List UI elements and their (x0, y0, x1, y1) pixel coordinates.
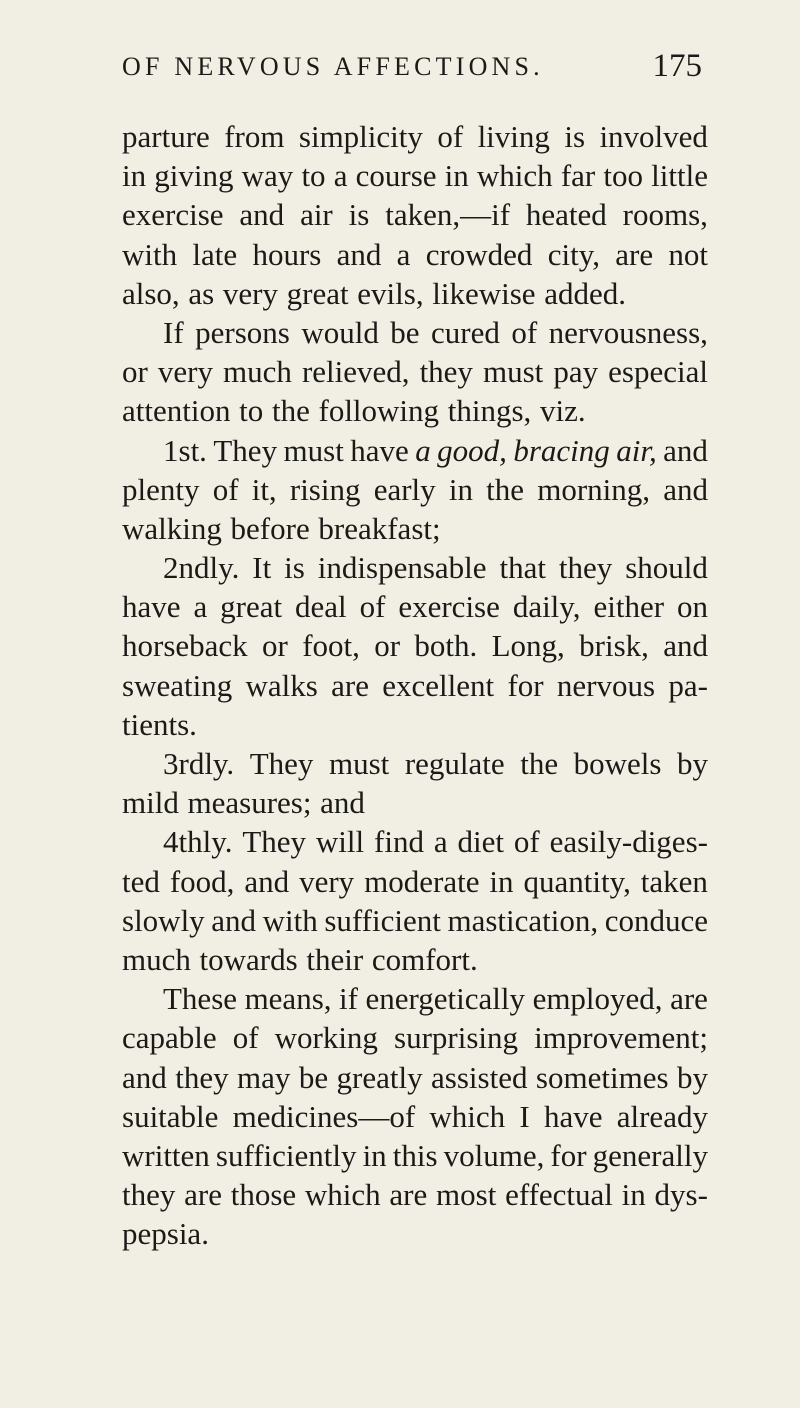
word: both. (414, 628, 478, 664)
word: a (193, 589, 208, 625)
word: and (244, 863, 290, 899)
word: daily, (512, 589, 581, 625)
word: the (271, 393, 310, 429)
word: indispensable (317, 550, 487, 586)
word: energetically (365, 981, 526, 1017)
word: nervousness, (548, 314, 708, 350)
word: much (223, 354, 292, 390)
text-line (122, 1175, 708, 1214)
text-line (122, 548, 708, 587)
text-line (122, 391, 708, 430)
word: diet (457, 824, 504, 860)
word: walks (245, 667, 318, 703)
word: is (564, 119, 586, 154)
word: they (419, 354, 473, 390)
text-line (122, 979, 708, 1018)
word: written (122, 1137, 210, 1173)
word: be (390, 314, 420, 350)
word: great (220, 589, 283, 625)
word: or (374, 628, 401, 664)
word: will (315, 824, 365, 860)
body-text (122, 117, 708, 1253)
word: this (392, 1137, 438, 1173)
word: capable (122, 1020, 217, 1056)
word: they (558, 550, 613, 586)
word: medicines—of (232, 1098, 416, 1134)
text-line (122, 470, 708, 509)
word: simplicity (298, 119, 423, 154)
word: are (670, 981, 708, 1017)
word: or (122, 354, 148, 390)
word: and (663, 432, 708, 468)
word: effectual (505, 1177, 613, 1213)
word: by (677, 746, 708, 781)
text-line (122, 901, 708, 940)
word: sufficiently (215, 1137, 357, 1173)
word: of (359, 589, 386, 625)
word: must (328, 746, 390, 781)
text-line (122, 587, 708, 626)
word: sufficient (324, 902, 441, 938)
word: I (519, 1098, 530, 1134)
word: early (373, 471, 436, 507)
word: be (298, 1059, 329, 1095)
word: taken (640, 863, 708, 899)
word: most (436, 1177, 497, 1213)
word: working (274, 1020, 378, 1056)
word: measures; (187, 785, 312, 821)
word: rooms, (622, 197, 708, 233)
word: especial (608, 354, 708, 390)
word: likewise (432, 275, 536, 311)
text-line (122, 626, 708, 665)
text-line (122, 1097, 708, 1136)
text-line (122, 1058, 708, 1097)
word: they (175, 1059, 229, 1095)
word: very (299, 863, 355, 899)
text-line (122, 352, 708, 391)
word: pepsia. (122, 1216, 209, 1252)
word: and (239, 197, 285, 233)
word: and (122, 1059, 167, 1095)
word: very (157, 354, 213, 390)
text-line (122, 1018, 708, 1057)
word: which (304, 1177, 381, 1213)
word: which (476, 158, 553, 194)
word: of (437, 119, 464, 154)
word: and (336, 236, 382, 272)
word: brisk, (579, 628, 649, 664)
text-line (122, 274, 708, 313)
word: have (543, 1098, 603, 1134)
word: rising (289, 471, 361, 507)
text-line (122, 509, 708, 548)
text-line (122, 156, 708, 195)
word: would (301, 314, 379, 350)
word: in (448, 471, 473, 507)
italic-word: good, (437, 432, 507, 468)
text-line (122, 195, 708, 234)
word: course (355, 158, 437, 194)
word: which (429, 1098, 506, 1134)
word: air (300, 197, 333, 233)
word: is (348, 197, 370, 233)
word: conduce (604, 902, 708, 938)
word: excellent (382, 667, 495, 703)
word: of (513, 824, 540, 860)
word: too (603, 158, 643, 194)
word: not (668, 236, 708, 272)
text-line (122, 940, 708, 979)
text-line (122, 117, 708, 156)
word: must (283, 432, 344, 468)
word: employed, (532, 981, 663, 1017)
word: great (286, 275, 349, 311)
word: giving (154, 158, 234, 194)
word: in (362, 1137, 387, 1173)
word: little (651, 158, 708, 194)
word: mastication, (447, 902, 599, 938)
word: in (444, 158, 469, 194)
word: before (230, 510, 310, 546)
word: foot, (302, 628, 360, 664)
word: tients. (122, 706, 197, 742)
word: slowly (122, 902, 205, 938)
word: greatly (336, 1059, 423, 1095)
word: comfort. (371, 941, 478, 977)
text-line (122, 235, 708, 274)
word: relieved, (301, 354, 410, 390)
word: on (676, 589, 708, 625)
word: These (163, 981, 238, 1017)
word: 3rdly. (163, 746, 235, 781)
word: should (625, 550, 708, 586)
page-number: 175 (652, 48, 702, 84)
word: must (482, 354, 544, 390)
word: breakfast; (318, 510, 441, 546)
word: already (616, 1098, 708, 1134)
word: late (192, 236, 238, 272)
word: viz. (539, 393, 586, 429)
word: and (320, 785, 365, 821)
word: horseback (122, 628, 248, 664)
word: in (122, 158, 147, 194)
word: quantity, (523, 863, 631, 899)
word: walking (122, 510, 222, 546)
word: much (122, 941, 191, 977)
word: taken,—if (385, 197, 511, 233)
word: for (507, 667, 544, 703)
word: deal (295, 589, 347, 625)
word: in (621, 1177, 646, 1213)
running-head (122, 48, 702, 92)
word: are (389, 1177, 428, 1213)
word: following (318, 393, 440, 429)
word: from (224, 119, 285, 154)
word: easily-diges- (549, 824, 708, 860)
italic-word: a (415, 432, 431, 468)
word: pay (553, 354, 599, 390)
word: and (663, 471, 708, 507)
word: city, (547, 236, 600, 272)
word: far (560, 158, 596, 194)
word: as (188, 275, 215, 311)
text-line (122, 666, 708, 705)
text-line (122, 862, 708, 901)
word: towards (199, 941, 298, 977)
word: to (239, 393, 264, 429)
italic-word: air, (616, 432, 657, 468)
text-line (122, 313, 708, 352)
word: persons (195, 314, 290, 350)
word: 4thly. (163, 824, 233, 860)
word: assisted (431, 1059, 528, 1095)
word: regulate (404, 746, 505, 781)
text-line (122, 783, 708, 822)
word: Long, (491, 628, 565, 664)
text-line (122, 705, 708, 744)
word: by (676, 1059, 708, 1095)
word: pa- (668, 667, 708, 703)
word: 2ndly. (163, 550, 240, 586)
word: of (212, 471, 239, 507)
word: they (122, 1177, 176, 1213)
word: is (284, 550, 305, 586)
word: if (339, 981, 358, 1017)
word: mild (122, 785, 179, 821)
word: nervous (556, 667, 656, 703)
word: very (222, 275, 278, 311)
word: have (350, 432, 409, 468)
word: and (663, 628, 708, 664)
word: are (331, 667, 369, 703)
word: of (232, 1020, 259, 1056)
word: plenty (122, 471, 200, 507)
word: and (211, 902, 257, 938)
word: sometimes (535, 1059, 669, 1095)
word: either (593, 589, 665, 625)
word: sweating (122, 667, 233, 703)
word: to (301, 158, 326, 194)
word: volume, (443, 1137, 545, 1173)
word: dys- (654, 1177, 708, 1213)
word: exercise (398, 589, 500, 625)
word: have (122, 589, 181, 625)
word: that (499, 550, 546, 586)
word: suitable (122, 1098, 219, 1134)
word: with (122, 236, 178, 272)
word: They (242, 824, 307, 860)
text-line (122, 431, 708, 470)
word: are (184, 1177, 222, 1213)
word: living (477, 119, 550, 154)
text-line (122, 1214, 708, 1253)
word: crowded (425, 236, 533, 272)
word: way (241, 158, 294, 194)
word: attention (122, 393, 231, 429)
word: moderate (364, 863, 480, 899)
word: food, (169, 863, 235, 899)
word: morning, (537, 471, 651, 507)
word: with (262, 902, 318, 938)
text-line (122, 822, 708, 861)
word: involved (599, 119, 708, 154)
word: exercise (122, 197, 224, 233)
word: their (306, 941, 364, 977)
word: added. (544, 275, 627, 311)
word: a (396, 236, 411, 272)
word: They (213, 432, 278, 468)
word: or (262, 628, 288, 664)
word: find (374, 824, 424, 860)
text-line (122, 744, 708, 783)
word: the (520, 746, 559, 781)
word: the (486, 471, 525, 507)
word: are (615, 236, 654, 272)
word: hours (252, 236, 322, 272)
running-title: OF NERVOUS AFFECTIONS. (122, 52, 544, 81)
word: also, (122, 275, 180, 311)
word: heated (525, 197, 607, 233)
word: a (333, 158, 348, 194)
word: means, (244, 981, 332, 1017)
word: 1st. (163, 432, 207, 468)
word: bowels (573, 746, 662, 781)
word: parture (122, 119, 210, 154)
word: in (489, 863, 514, 899)
italic-word: bracing (513, 432, 610, 468)
word: They (249, 746, 314, 781)
word: those (230, 1177, 297, 1213)
word: cured (431, 314, 500, 350)
word: It (252, 550, 272, 586)
word: improvement; (534, 1020, 708, 1056)
word: may (237, 1059, 291, 1095)
word: a (433, 824, 448, 860)
word: ted (122, 863, 160, 899)
text-line (122, 1136, 708, 1175)
word: for (550, 1137, 587, 1173)
word: If (163, 314, 184, 350)
word: evils, (357, 275, 424, 311)
word: it, (251, 471, 277, 507)
word: generally (592, 1137, 708, 1173)
word: things, (447, 393, 532, 429)
word: surprising (394, 1020, 518, 1056)
word: of (511, 314, 538, 350)
